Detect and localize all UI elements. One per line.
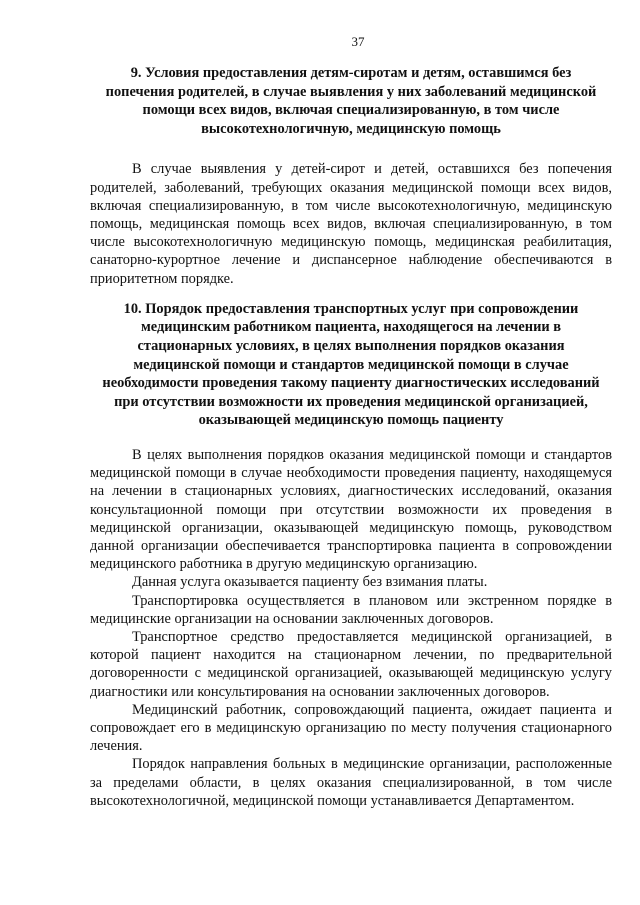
section-9-heading: 9. Условия предоставления детям-сиротам и детям, оставшимся без попечения родителей, в случае выявления у них заболеваний медицинской помощи всех видов, включая специализированную, в том числе высокотехнологичную, медицинскую помощь bbox=[105, 65, 597, 137]
section-10-paragraph-2: Данная услуга оказывается пациенту без взимания платы. bbox=[132, 574, 488, 591]
page-number: 37 bbox=[351, 34, 365, 49]
section-10-paragraph-3: Транспортировка осуществляется в плановом или экстренном порядке в медицинские организации на основании заключенных договоров. bbox=[90, 592, 612, 627]
section-10-heading: 10. Порядок предоставления транспортных услуг при сопровождении медицинским работником пациента, находящегося на лечении в стационарных условиях, в целях выполнения порядков оказания медицинской помощи и стандартов медицинской помощи в случае необходимости проведения такому пациенту диагностических исследований при отсутствии возможности их проведения медицинской организацией, оказывающей медицинскую помощь пациенту bbox=[102, 300, 600, 429]
section-10-paragraph-1: В целях выполнения порядков оказания медицинской помощи и стандартов медицинской помощи в случае необходимости проведения пациенту, находящемуся на лечении в стационарных условиях, диагностических исследований, оказания консультационной помощи при отсутствии возможности их проведения в медицинской организации, оказывающей медицинскую помощь, руководством данной организации обеспечивается транспортировка пациента в сопровождении медицинского работника в другую медицинскую организацию. bbox=[90, 446, 612, 573]
section-9 bbox=[90, 64, 612, 288]
section-10 bbox=[90, 300, 612, 810]
section-9-paragraph-1: В случае выявления у детей-сирот и детей, оставшихся без попечения родителей, заболеваний, требующих оказания медицинской помощи всех видов, включая специализированную, в том числе высокотехнологичную, медицинскую помощь, медицинская помощь всех видов, включая специализированную, в том числе высокотехнологичную медицинскую помощь, медицинская реабилитация, санаторно-курортное лечение и диспансерное наблюдение обеспечиваются в приоритетном порядке. bbox=[90, 161, 612, 287]
section-10-paragraph-5: Медицинский работник, сопровождающий пациента, ожидает пациента и сопровождает его в медицинскую организацию по месту получения стационарного лечения. bbox=[90, 701, 612, 755]
section-10-paragraph-4: Транспортное средство предоставляется медицинской организацией, в которой пациент находится на стационарном лечении, по предварительной договоренности с медицинской организацией, оказывающей медицинскую услугу диагностики или консультирования на основании заключенных договоров. bbox=[90, 628, 612, 700]
section-10-paragraph-6: Порядок направления больных в медицинские организации, расположенные за пределами области, в целях оказания специализированной, в том числе высокотехнологичной, медицинской помощи устанавливается Департаментом. bbox=[90, 756, 612, 809]
